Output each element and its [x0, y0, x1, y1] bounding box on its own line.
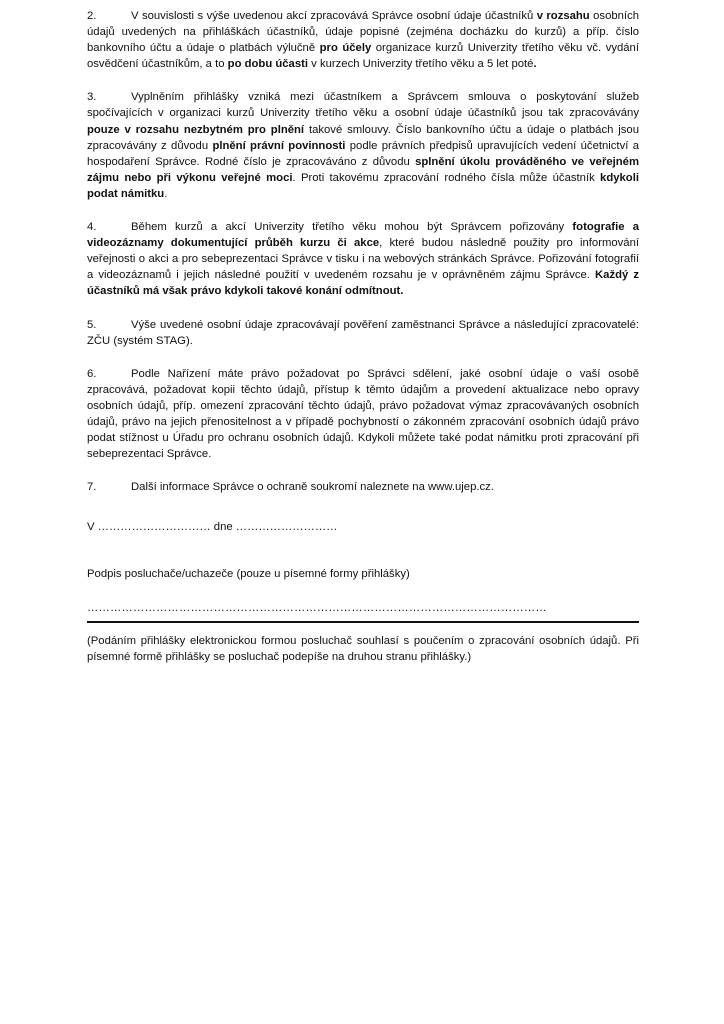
paragraph-text: Další informace Správce o ochraně soukromí naleznete na www.ujep.cz. — [131, 481, 494, 494]
paragraph-text: v kurzech Univerzity třetího věku a 5 let poté — [308, 58, 534, 71]
paragraph-text: organizace kurzů Univerzity třetího věku vč. vydání osvědčení účastníkům, a to — [87, 42, 639, 71]
paragraph-4 — [87, 219, 639, 299]
paragraph-7 — [87, 479, 639, 495]
paragraph-text: osobních údajů uvedených na přihláškách účastníků, údaje popisné (zejména docházku do kurzů) a příp. číslo bankovního účtu a údaje o platbách výlučně — [87, 10, 639, 55]
horizontal-rule — [87, 621, 639, 623]
numbered-paragraphs — [87, 8, 639, 495]
paragraph-3 — [87, 89, 639, 202]
place-date-line: V ………………………… dne ……………………… — [87, 521, 338, 534]
paragraph-number: 6. — [87, 367, 97, 380]
bold-text: kdykoli podat námitku — [87, 171, 639, 200]
bold-text: . — [533, 58, 537, 71]
paragraph-text: V souvislosti s výše uvedenou akcí zpracovává Správce osobní údaje účastníků — [131, 10, 537, 22]
bold-text: splnění úkolu prováděného ve veřejném zájmu nebo při výkonu veřejné moci — [87, 155, 639, 184]
bold-text: v rozsahu — [536, 10, 590, 22]
bold-text: pro účely — [319, 42, 372, 55]
bold-text: po dobu účasti — [227, 58, 309, 71]
paragraph-2 — [87, 8, 639, 72]
paragraph-text: Vyplněním přihlášky vzniká mezi účastníkem a Správcem smlouva o poskytování služeb spočívajících v organizaci kurzů Univerzity třetího věku a osobní údaje účastníků jsou tak zpracovávány — [87, 91, 639, 120]
signature-label: Podpis posluchače/uchazeče (pouze u písemné formy přihlášky) — [87, 568, 410, 581]
paragraph-text: . Proti takovému zpracování rodného čísla může účastník — [292, 171, 601, 184]
paragraph-number: 5. — [87, 318, 97, 331]
paragraph-text: takové smlouvy. Číslo bankovního účtu a údaje o platbách jsou zpracovávány z důvodu — [87, 123, 639, 152]
bold-text: plnění právní povinnosti — [212, 139, 346, 152]
paragraph-number: 7. — [87, 481, 97, 494]
paragraph-number: 4. — [87, 221, 97, 234]
paragraph-text: . — [164, 187, 168, 200]
paragraph-6 — [87, 366, 639, 463]
footnote: (Podáním přihlášky elektronickou formou posluchač souhlasí s poučením o zpracování osobních údajů. Při písemné formě přihlášky se posluchač podepíše na druhou stranu přihlášky.) — [87, 634, 639, 663]
paragraph-text: , které budou následně použity pro informování veřejnosti o akci a pro sebeprezentaci Správce v tisku i na webových stránkách Správce. Pořizování fotografií a videozáznamů i jejich následné použití v uvedeném rozsahu je v oprávněném zájmu Správce. — [87, 237, 640, 282]
paragraph-text: Výše uvedené osobní údaje zpracovávají pověření zaměstnanci Správce a následující zpracovatelé: ZČU (systém STAG). — [87, 318, 639, 347]
bold-text: fotografie a videozáznamy dokumentující průběh kurzu či akce — [87, 221, 639, 250]
paragraph-text: Během kurzů a akcí Univerzity třetího věku mohou být Správcem pořizovány — [131, 221, 573, 234]
paragraph-number: 3. — [87, 91, 97, 104]
paragraph-text: Podle Nařízení máte právo požadovat po Správci sdělení, jaké osobní údaje o vaší osobě zpracovává, požadovat kopii těchto údajů, přístup k těmto údajům a provedení aktualizace nebo opravy osobních údajů, příp. omezení zpracování těchto údajů, právo požadovat výmaz zpracovávaných osobních údajů, právo na jejich přenositelnost a v případě pochybností o zákonném zpracování osobních údajů právo podat stížnost u Úřadu pro ochranu osobních údajů. Kdykoli můžete také podat námitku proti zpracování při sebeprezentaci Správce. — [87, 367, 639, 461]
signature-line: ………………………………………………………………………………………………………… — [87, 601, 547, 614]
paragraph-5 — [87, 317, 639, 349]
bold-text: pouze v rozsahu nezbytném pro plnění — [87, 123, 305, 136]
paragraph-text: podle právních předpisů upravujících vedení účetnictví a hospodaření Správce. Rodné číslo je zpracováváno z důvodu — [87, 139, 639, 168]
paragraph-number: 2. — [87, 10, 97, 22]
document-content — [87, 8, 639, 665]
bold-text: Každý z účastníků má však právo kdykoli takové konání odmítnout. — [87, 269, 640, 298]
